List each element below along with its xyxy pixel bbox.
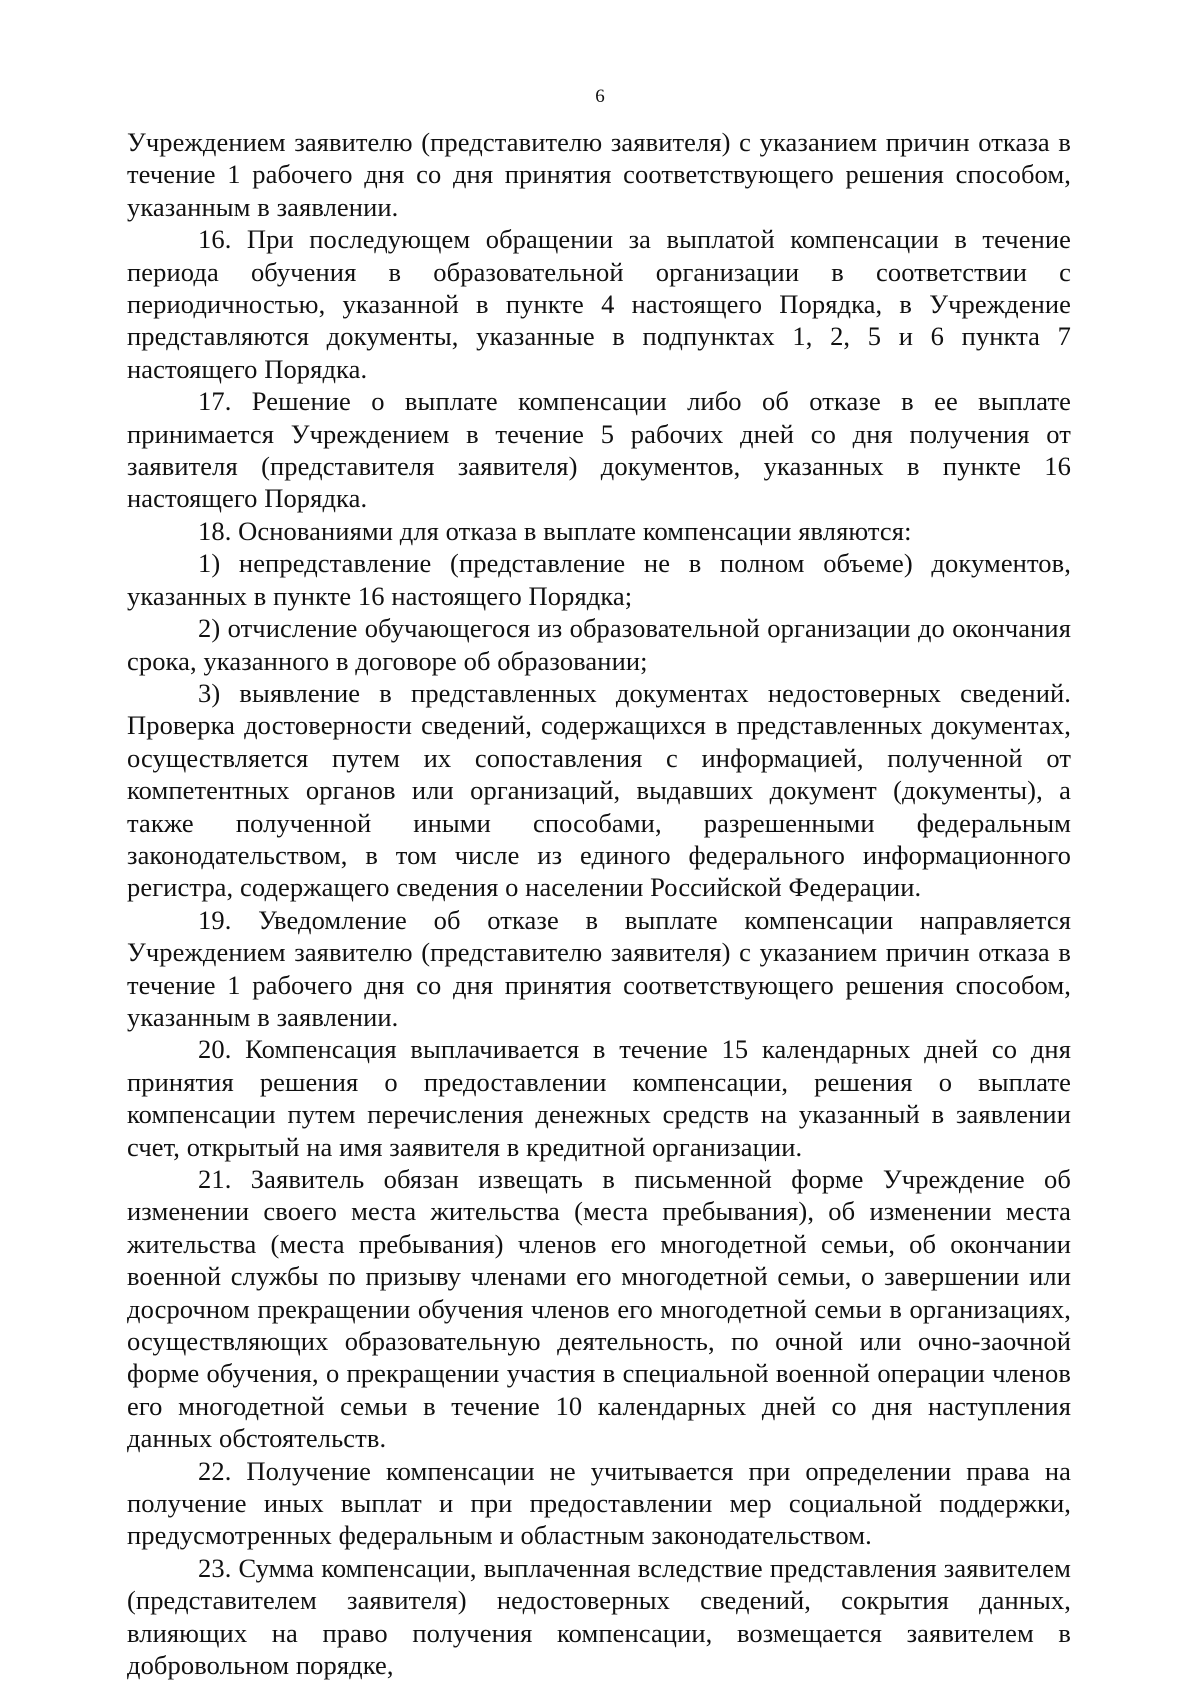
paragraph-18: 18. Основаниями для отказа в выплате компенсации являются: (198, 515, 912, 546)
paragraph-17: 17. Решение о выплате компенсации либо об отказе в ее выплате принимается Учреждением в течение 5 рабочих дней со дня получения от заявителя (представителя заявителя) документов, указанных в пункте 16 настоящего Порядка. (127, 386, 1071, 514)
paragraph-21: 21. Заявитель обязан извещать в письменной форме Учреждение об изменении своего места жительства (места пребывания), об изменении места жительства (места пребывания) членов его многодетной семьи, об окончании военной службы по призыву членами его многодетной семьи, о завершении или досрочном прекращении обучения членов его многодетной семьи в организациях, осуществляющих образовательную деятельность, по очной или очно-заочной форме обучения, о прекращении участия в специальной военной операции членов его многодетной семьи в течение 10 календарных дней со дня наступления данных обстоятельств. (127, 1164, 1071, 1454)
document-body (127, 126, 1071, 1682)
paragraph-23: 23. Сумма компенсации, выплаченная вследствие представления заявителем (представителем заявителя) недостоверных сведений, сокрытия данных, влияющих на право получения компенсации, возмещается заявителем в добровольном порядке, (127, 1552, 1071, 1681)
paragraph-continuation: Учреждением заявителю (представителю заявителя) с указанием причин отказа в течение 1 рабочего дня со дня принятия соответствующего решения способом, указанным в заявлении. (127, 127, 1071, 222)
paragraph-18-item-1: 1) непредставление (представление не в полном объеме) документов, указанных в пункте 16 настоящего Порядка; (127, 548, 1071, 611)
paragraph-22: 22. Получение компенсации не учитывается при определении права на получение иных выплат и при предоставлении мер социальной поддержки, предусмотренных федеральным и областным законодательством. (127, 1455, 1071, 1551)
paragraph-16: 16. При последующем обращении за выплатой компенсации в течение периода обучения в образовательной организации в соответствии с периодичностью, указанной в пункте 4 настоящего Порядка, в Учреждение представляются документы, указанные в подпунктах 1, 2, 5 и 6 пункта 7 настоящего Порядка. (127, 224, 1071, 384)
page-number: 6 (595, 86, 605, 107)
paragraph-19: 19. Уведомление об отказе в выплате компенсации направляется Учреждением заявителю (представителю заявителя) с указанием причин отказа в течение 1 рабочего дня со дня принятия соответствующего решения способом, указанным в заявлении. (127, 904, 1071, 1032)
paragraph-18-item-3: 3) выявление в представленных документах недостоверных сведений. Проверка достоверности сведений, содержащихся в представленных документах, осуществляется путем их сопоставления с информацией, полученной от компетентных органов или организаций, выдавших документ (документы), а также полученной иными способами, разрешенными федеральным законодательством, в том числе из единого федерального информационного регистра, содержащего сведения о населении Российской Федерации. (127, 677, 1071, 903)
paragraph-18-item-2: 2) отчисление обучающегося из образовательной организации до окончания срока, указанного в договоре об образовании; (127, 613, 1071, 676)
paragraph-20: 20. Компенсация выплачивается в течение 15 календарных дней со дня принятия решения о предоставлении компенсации, решения о выплате компенсации путем перечисления денежных средств на указанный в заявлении счет, открытый на имя заявителя в кредитной организации. (127, 1034, 1071, 1162)
